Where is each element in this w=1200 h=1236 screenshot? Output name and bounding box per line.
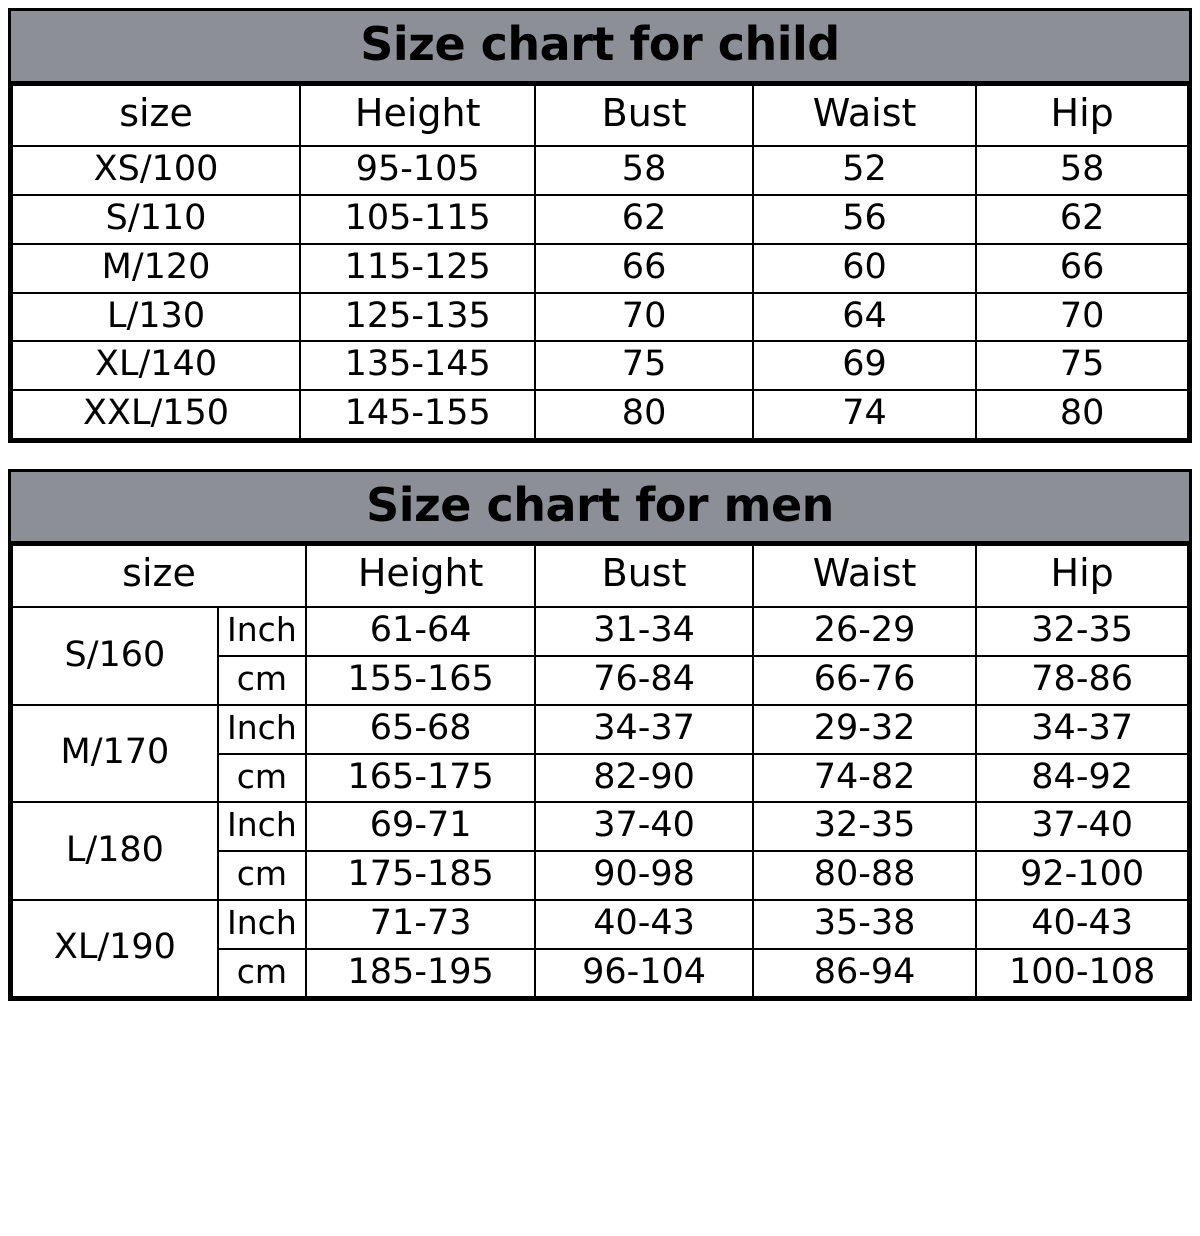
cell-bust: 80	[535, 390, 753, 439]
cell-waist: 66-76	[753, 656, 976, 705]
cell-size: L/130	[12, 293, 300, 342]
cell-height: 105-115	[300, 195, 535, 244]
cell-height: 155-165	[306, 656, 535, 705]
cell-hip: 66	[976, 244, 1188, 293]
cell-waist: 26-29	[753, 607, 976, 656]
cell-height: 65-68	[306, 705, 535, 754]
table-row	[12, 705, 1188, 754]
men-size-table	[11, 544, 1189, 998]
cell-height: 61-64	[306, 607, 535, 656]
cell-size: XS/100	[12, 146, 300, 195]
cell-hip: 34-37	[976, 705, 1188, 754]
cell-hip: 32-35	[976, 607, 1188, 656]
cell-hip: 92-100	[976, 851, 1188, 900]
cell-bust: 82-90	[535, 754, 753, 803]
cell-unit: cm	[218, 949, 306, 998]
cell-bust: 70	[535, 293, 753, 342]
table-row	[12, 802, 1188, 851]
cell-hip: 70	[976, 293, 1188, 342]
column-header-bust: Bust	[535, 85, 753, 147]
table-row	[12, 293, 1188, 342]
cell-waist: 74-82	[753, 754, 976, 803]
cell-hip: 62	[976, 195, 1188, 244]
cell-height: 115-125	[300, 244, 535, 293]
cell-unit: cm	[218, 754, 306, 803]
cell-waist: 60	[753, 244, 976, 293]
column-header-hip: Hip	[976, 545, 1188, 607]
cell-waist: 52	[753, 146, 976, 195]
column-header-hip: Hip	[976, 85, 1188, 147]
cell-unit: cm	[218, 656, 306, 705]
cell-waist: 64	[753, 293, 976, 342]
cell-size: XXL/150	[12, 390, 300, 439]
cell-size: M/120	[12, 244, 300, 293]
cell-bust: 62	[535, 195, 753, 244]
column-header-height: Height	[300, 85, 535, 147]
cell-size-group: L/180	[12, 802, 218, 900]
table-row	[12, 244, 1188, 293]
cell-bust: 76-84	[535, 656, 753, 705]
men-chart-title: Size chart for men	[11, 472, 1189, 545]
cell-bust: 37-40	[535, 802, 753, 851]
cell-hip: 100-108	[976, 949, 1188, 998]
cell-size: S/110	[12, 195, 300, 244]
column-header-bust: Bust	[535, 545, 753, 607]
child-size-chart	[8, 8, 1192, 443]
table-row	[12, 146, 1188, 195]
cell-hip: 58	[976, 146, 1188, 195]
cell-waist: 35-38	[753, 900, 976, 949]
cell-height: 185-195	[306, 949, 535, 998]
cell-waist: 56	[753, 195, 976, 244]
column-header-waist: Waist	[753, 85, 976, 147]
cell-waist: 32-35	[753, 802, 976, 851]
cell-height: 135-145	[300, 341, 535, 390]
column-header-waist: Waist	[753, 545, 976, 607]
cell-bust: 90-98	[535, 851, 753, 900]
cell-unit: Inch	[218, 607, 306, 656]
cell-bust: 66	[535, 244, 753, 293]
cell-hip: 40-43	[976, 900, 1188, 949]
column-header-height: Height	[306, 545, 535, 607]
cell-hip: 37-40	[976, 802, 1188, 851]
cell-unit: Inch	[218, 705, 306, 754]
cell-height: 69-71	[306, 802, 535, 851]
cell-bust: 34-37	[535, 705, 753, 754]
cell-waist: 74	[753, 390, 976, 439]
cell-bust: 31-34	[535, 607, 753, 656]
cell-bust: 75	[535, 341, 753, 390]
cell-hip: 78-86	[976, 656, 1188, 705]
cell-unit: cm	[218, 851, 306, 900]
cell-bust: 96-104	[535, 949, 753, 998]
cell-size-group: M/170	[12, 705, 218, 803]
cell-size-group: XL/190	[12, 900, 218, 998]
child-chart-title: Size chart for child	[11, 11, 1189, 84]
cell-bust: 40-43	[535, 900, 753, 949]
table-header-row	[12, 545, 1188, 607]
cell-unit: Inch	[218, 900, 306, 949]
table-row	[12, 195, 1188, 244]
cell-hip: 84-92	[976, 754, 1188, 803]
table-row	[12, 900, 1188, 949]
table-row	[12, 341, 1188, 390]
child-size-table	[11, 84, 1189, 440]
cell-waist: 29-32	[753, 705, 976, 754]
cell-waist: 80-88	[753, 851, 976, 900]
men-size-chart	[8, 469, 1192, 1001]
cell-unit: Inch	[218, 802, 306, 851]
cell-height: 71-73	[306, 900, 535, 949]
cell-height: 95-105	[300, 146, 535, 195]
cell-size-group: S/160	[12, 607, 218, 705]
cell-height: 165-175	[306, 754, 535, 803]
cell-waist: 86-94	[753, 949, 976, 998]
table-header-row	[12, 85, 1188, 147]
cell-height: 125-135	[300, 293, 535, 342]
cell-height: 175-185	[306, 851, 535, 900]
column-header-size: size	[12, 545, 306, 607]
cell-height: 145-155	[300, 390, 535, 439]
cell-hip: 75	[976, 341, 1188, 390]
cell-waist: 69	[753, 341, 976, 390]
table-row	[12, 390, 1188, 439]
cell-hip: 80	[976, 390, 1188, 439]
column-header-size: size	[12, 85, 300, 147]
cell-bust: 58	[535, 146, 753, 195]
cell-size: XL/140	[12, 341, 300, 390]
table-row	[12, 607, 1188, 656]
